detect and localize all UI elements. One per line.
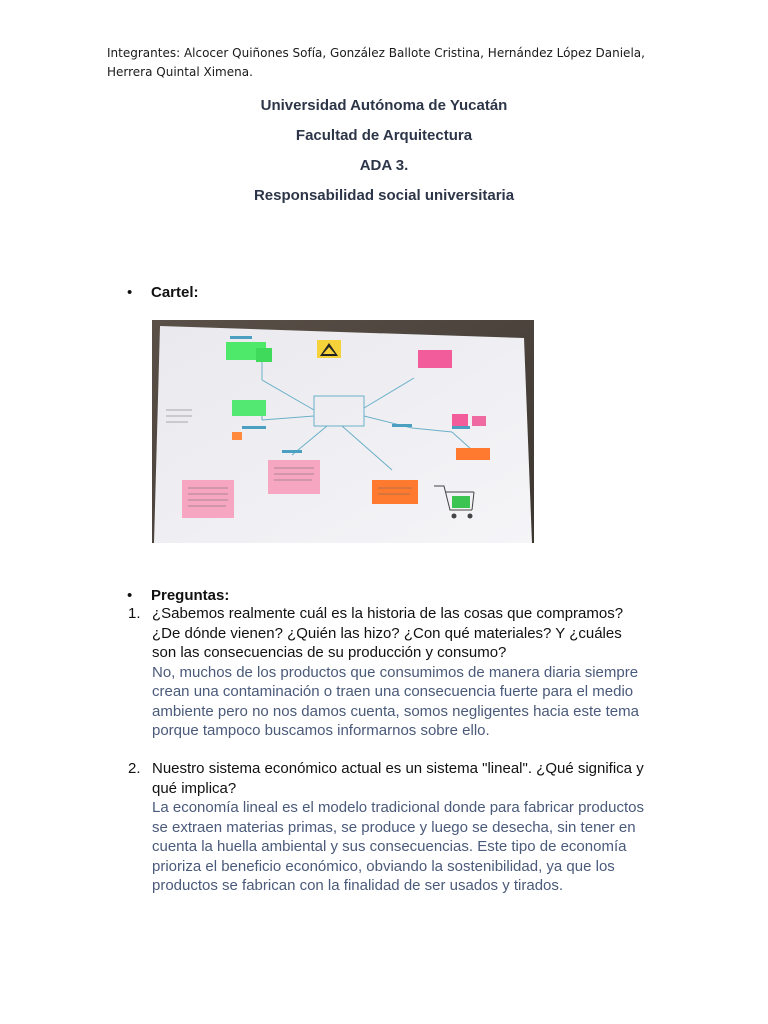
poster-heading bbox=[127, 284, 199, 301]
members-line: Integrantes: Alcocer Quiñones Sofía, González Ballote Cristina, Hernández López Daniela, Herrera Quintal Ximena. bbox=[107, 46, 645, 79]
question-item bbox=[128, 604, 648, 741]
questions-label: Preguntas: bbox=[151, 587, 230, 604]
university-title: Universidad Autónoma de Yucatán bbox=[260, 97, 508, 114]
questions-heading bbox=[127, 587, 229, 604]
answer-text: La economía lineal es el modelo tradicional donde para fabricar productos se extraen materias primas, se produce y luego se desecha, sin tener en cuenta la huella ambiental y sus consecuencias. Este tipo de economía prioriza el beneficio económico, obviando la sostenibilidad, ya que los productos se fabrican con la finalidad de ser usados y tirados. bbox=[152, 799, 644, 894]
faculty-title: Facultad de Arquitectura bbox=[295, 127, 473, 144]
answer-text: No, muchos de los productos que consumimos de manera diaria siempre crean una contaminación o traen una consecuencia fuerte para el medio ambiente pero no nos damos cuenta, somos negligentes hacia este tema porque tampoco buscamos informarnos sobre ello. bbox=[152, 663, 639, 739]
question-number: 1. bbox=[128, 605, 141, 622]
activity-title: ADA 3. bbox=[359, 157, 409, 174]
subject-title: Responsabilidad social universitaria bbox=[253, 187, 515, 204]
question-number: 2. bbox=[128, 760, 141, 777]
bullet-icon: • bbox=[127, 284, 133, 301]
poster-photo bbox=[152, 320, 534, 543]
question-text: Nuestro sistema económico actual es un sistema "lineal". ¿Qué significa y qué implica? bbox=[152, 760, 644, 797]
question-text: ¿Sabemos realmente cuál es la historia de las cosas que compramos? ¿De dónde vienen? ¿Quién las hizo? ¿Con qué materiales? Y ¿cuáles son las consecuencias de su producción y consumo? bbox=[152, 605, 624, 661]
question-item bbox=[128, 759, 648, 896]
poster-label: Cartel: bbox=[151, 284, 199, 301]
bullet-icon: • bbox=[127, 587, 133, 604]
